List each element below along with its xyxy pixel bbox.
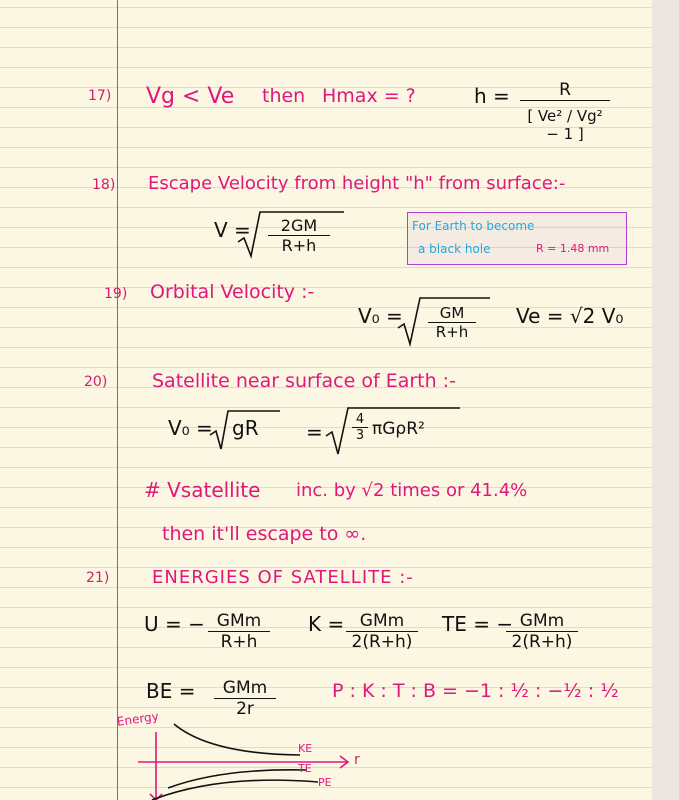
TE-lhs: TE = − [442,612,514,636]
gR-text: gR [232,416,259,440]
h-formula [520,80,610,143]
item-number-17: 17) [88,88,112,104]
item-number-19: 19) [104,286,128,302]
K-fraction [346,611,418,652]
ke-label: KE [298,742,313,755]
equals-sign: = [306,420,323,444]
K-numerator: GMm [346,611,418,632]
condition-text: Vg < Ve [146,84,235,109]
K-lhs: K = [308,612,345,636]
escape-v-lhs: V = [214,218,251,242]
h-label: h = [474,84,510,108]
pe-label: PE [318,776,332,789]
item-number-20: 20) [84,374,108,390]
four: 4 [352,412,368,428]
te-label: TE [298,762,312,775]
orbital-v-fraction [428,304,476,341]
U-denominator: R+h [220,632,258,652]
orbital-v-denominator: R+h [435,323,469,341]
pi-g-rho-r: πGρR² [372,419,425,439]
energies-heading: ENERGIES OF SATELLITE :- [152,567,414,588]
orbital-velocity-heading: Orbital Velocity :- [150,281,315,303]
escape-v-numerator: 2GM [268,216,330,236]
orbital-v-lhs: V₀ = [358,304,403,328]
BE-denominator: 2r [236,699,254,719]
energy-axis-label: Energy [116,709,160,729]
escape-v-fraction [268,216,330,255]
energy-graph [130,718,370,800]
item-number-21: 21) [86,570,110,586]
satellite-heading: Satellite near surface of Earth :- [152,370,456,392]
hash-vsatellite: # Vsatellite [144,478,261,502]
increase-note: inc. by √2 times or 41.4% [296,480,528,501]
then-text: then [262,85,306,107]
U-lhs: U = − [144,612,205,636]
ve-relation: Ve = √2 V₀ [516,304,624,328]
TE-fraction [506,611,578,652]
h-numerator: R [520,80,610,101]
TE-numerator: GMm [506,611,578,632]
item-number-18: 18) [92,177,116,193]
BE-lhs: BE = [146,679,196,703]
BE-numerator: GMm [214,678,276,699]
BE-fraction [214,678,276,719]
escape-velocity-heading: Escape Velocity from height "h" from surface:- [148,173,566,194]
note-line-2: a black hole [418,242,491,256]
black-hole-note-box [407,212,627,265]
surface-v-lhs: V₀ = [168,416,213,440]
escape-v-denominator: R+h [281,236,317,255]
U-numerator: GMm [208,611,270,632]
h-denominator: [ Ve² / Vg² − 1 ] [527,107,603,143]
note-line-1: For Earth to become [412,219,535,233]
note-radius: R = 1.48 mm [536,242,610,255]
r-axis-label: r [354,752,360,768]
TE-denominator: 2(R+h) [511,632,573,652]
hmax-text: Hmax = ? [322,85,416,107]
orbital-v-numerator: GM [428,304,476,323]
escape-note: then it'll escape to ∞. [162,523,367,545]
four-thirds [352,412,368,443]
K-denominator: 2(R+h) [351,632,413,652]
margin-line [117,0,118,800]
U-fraction [208,611,270,652]
three: 3 [355,428,365,443]
energy-ratio: P : K : T : B = −1 : ½ : −½ : ½ [332,680,619,702]
